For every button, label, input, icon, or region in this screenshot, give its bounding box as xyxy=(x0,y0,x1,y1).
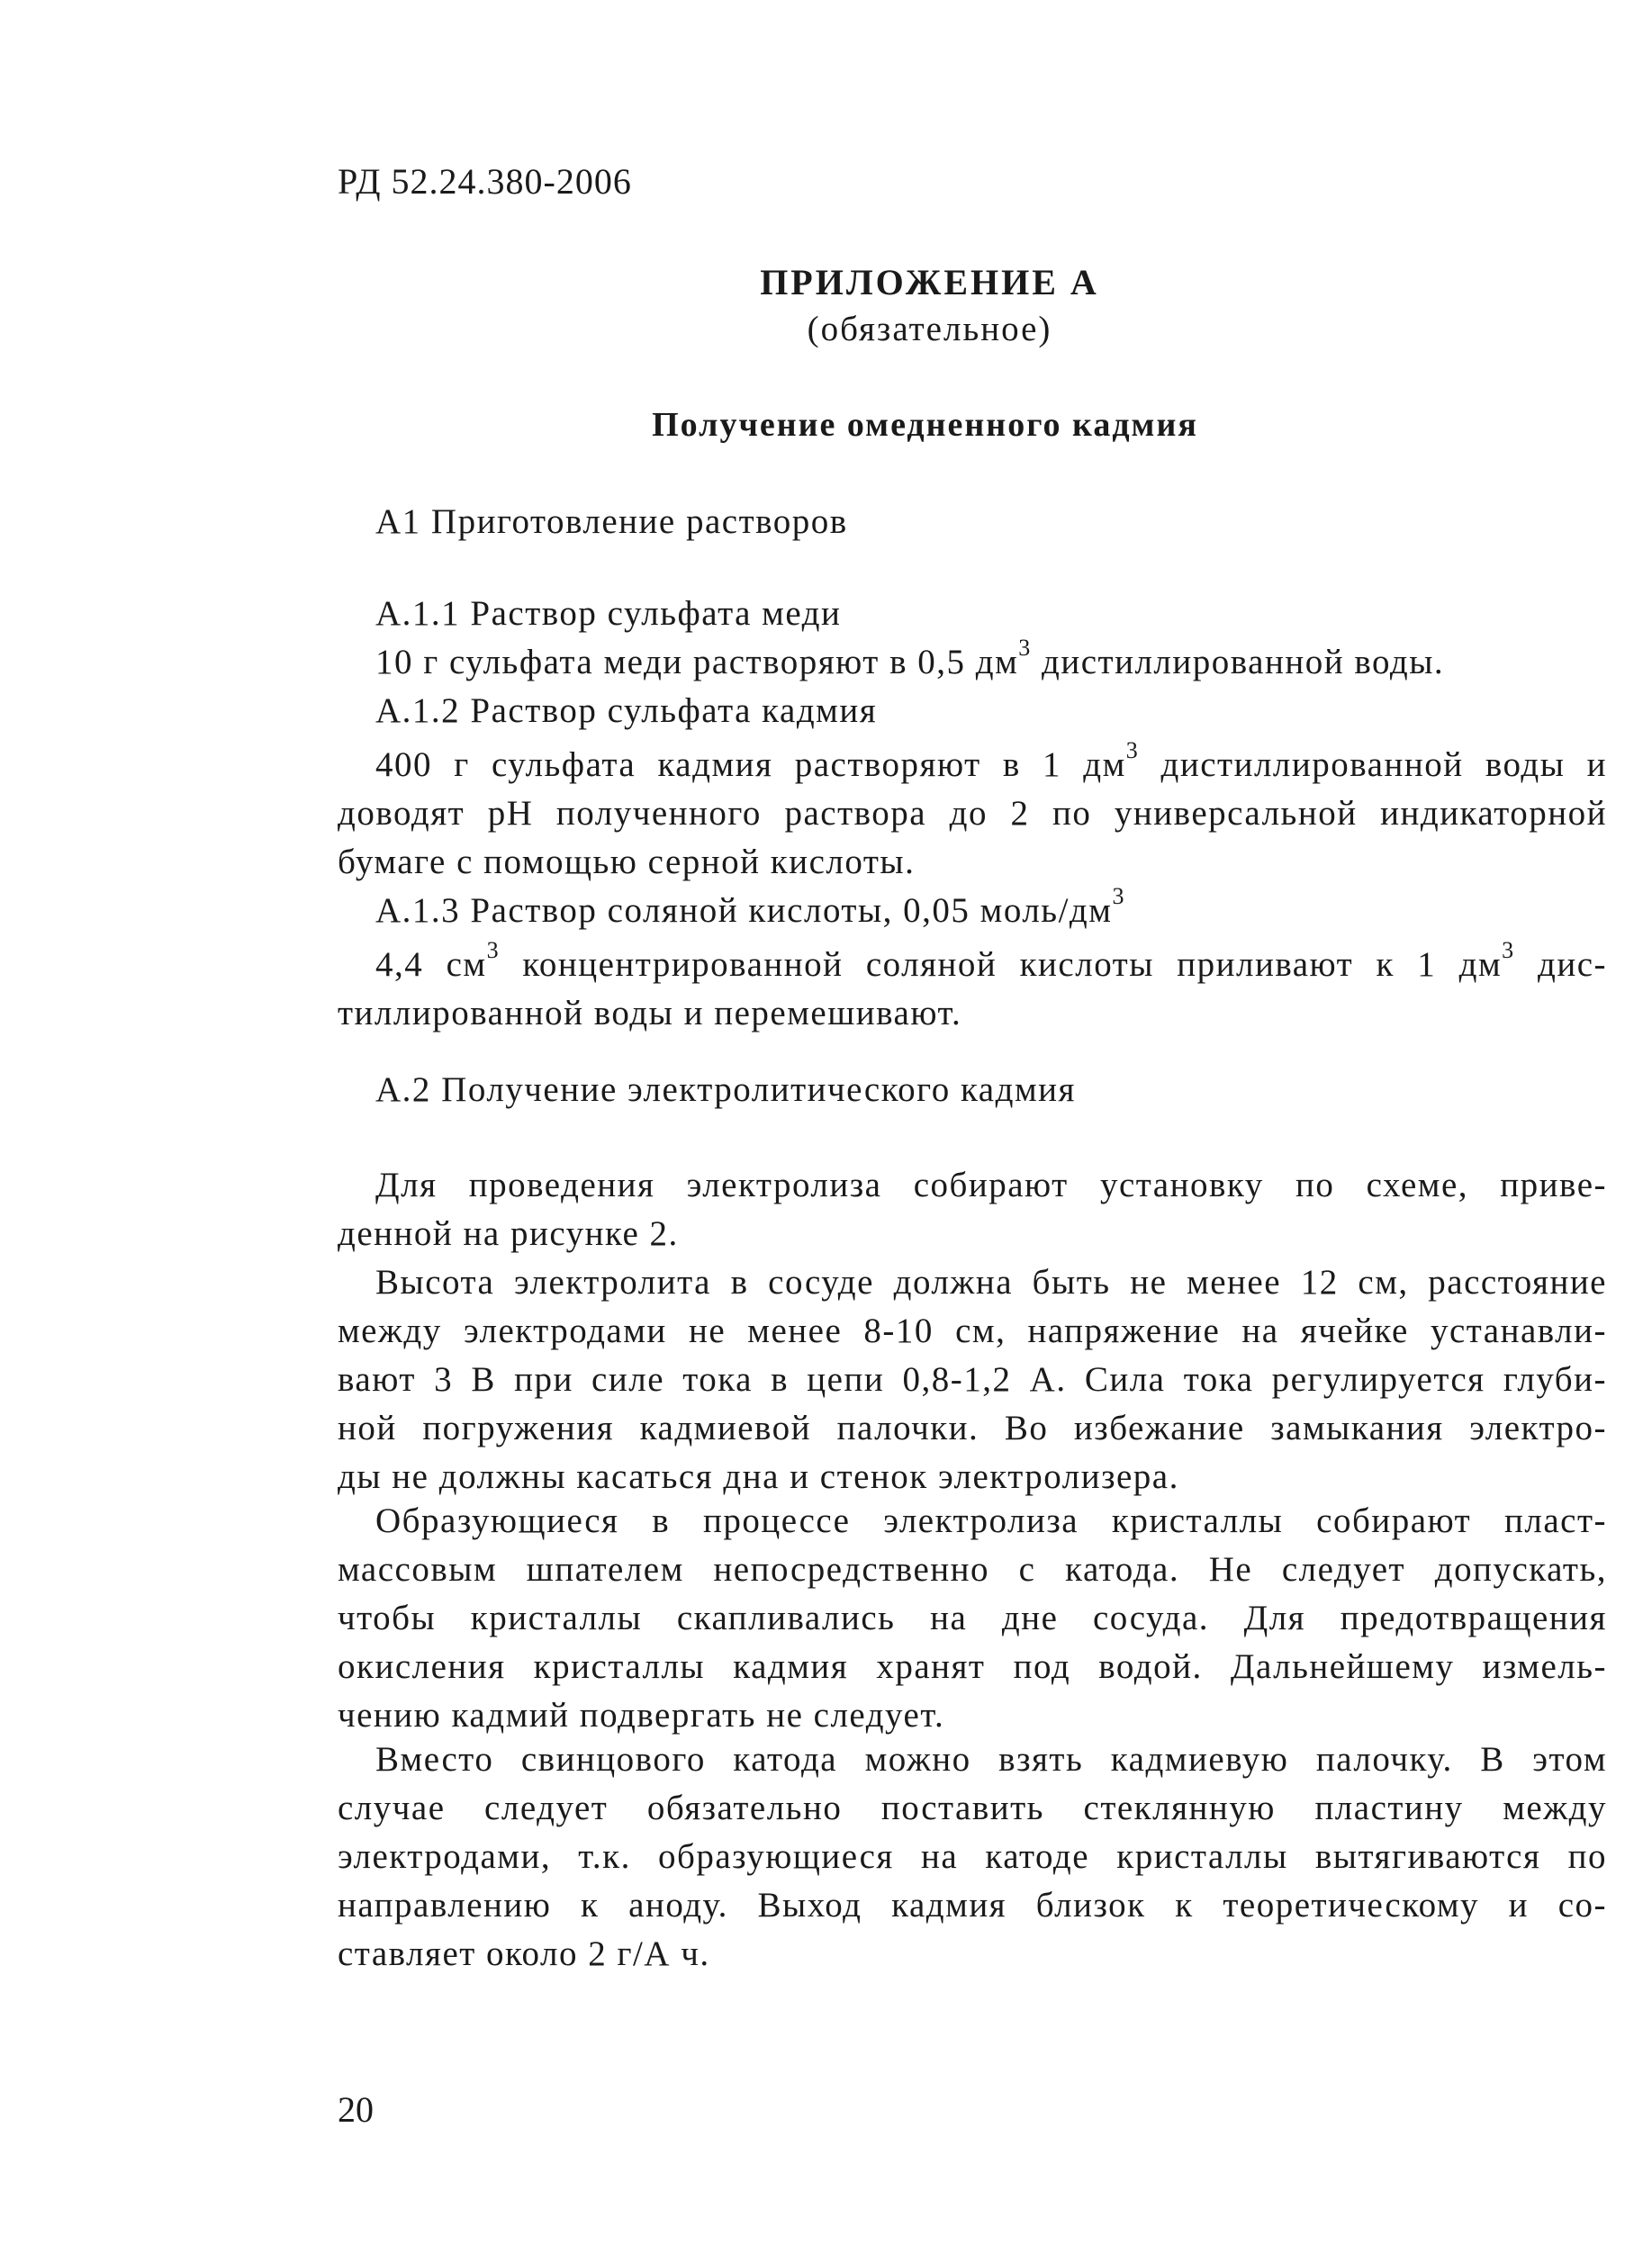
a11-text xyxy=(338,635,1607,687)
a2-p1-line-1: Для проведения электролиза собирают установку по схеме, приве- xyxy=(375,1166,1607,1204)
a2-p3-line-2: массовым шпателем непосредственно с катода. Не следует допускать, xyxy=(338,1550,1607,1589)
a2-p1-line-2: денной на рисунке 2. xyxy=(338,1214,679,1253)
page-number: 20 xyxy=(338,2089,374,2130)
a13-line1-superscript-2: 3 xyxy=(1502,937,1515,963)
a2-p4-line-2: случае следует обязательно поставить стеклянную пластину между xyxy=(338,1789,1607,1827)
a11-superscript: 3 xyxy=(1018,635,1032,661)
a11-title: А.1.1 Раствор сульфата меди xyxy=(375,594,842,633)
a13-line-1 xyxy=(338,937,1607,989)
a13-line1-a: 4,4 см xyxy=(375,945,487,984)
a2-heading: А.2 Получение электролитического кадмия xyxy=(375,1070,1076,1109)
a2-p2-line-1: Высота электролита в сосуде должна быть не менее 12 см, расстояние xyxy=(375,1263,1607,1302)
a12-title: А.1.2 Раствор сульфата кадмия xyxy=(375,691,878,730)
a2-p3-line-5: чению кадмий подвергать не следует. xyxy=(338,1696,945,1735)
a13-line1-b: концентрированной соляной кислоты приливают к 1 дм xyxy=(500,945,1503,984)
a2-paragraph-1 xyxy=(338,1161,1607,1258)
a11-text-post: дистиллированной воды. xyxy=(1031,643,1445,681)
a2-p2-line-5: ды не должны касаться дна и стенок электролизера. xyxy=(338,1457,1179,1496)
a2-p4-line-1: Вместо свинцового катода можно взять кадмиевую палочку. В этом xyxy=(375,1740,1607,1779)
a2-p4-line-4: направлению к аноду. Выход кадмия близок к теоретическому и со- xyxy=(338,1886,1607,1925)
a2-p2-line-4: ной погружения кадмиевой палочки. Во избежание замыкания электро- xyxy=(338,1409,1607,1447)
a12-line-1 xyxy=(338,737,1608,789)
a13-title-pre: А.1.3 Раствор соляной кислоты, 0,05 моль/дм xyxy=(375,891,1113,930)
a13-title-superscript: 3 xyxy=(1112,883,1125,909)
document-code: РД 52.24.380-2006 xyxy=(338,161,632,202)
a2-p2-line-3: вают 3 В при силе тока в цепи 0,8-1,2 А. Сила тока регулируется глуби- xyxy=(338,1360,1607,1399)
a2-paragraph-2 xyxy=(338,1258,1607,1501)
a12-line-3: бумаге с помощью серной кислоты. xyxy=(338,843,916,881)
a12-line1-pre: 400 г сульфата кадмия растворяют в 1 дм xyxy=(375,745,1126,784)
a1-content xyxy=(338,590,1607,1038)
a13-line1-superscript-1: 3 xyxy=(486,937,501,963)
a12-line1-post: дистиллированной воды и xyxy=(1139,745,1608,784)
appendix-title: ПРИЛОЖЕНИЕ А xyxy=(760,262,1099,302)
a2-p3-line-3: чтобы кристаллы скапливались на дне сосуда. Для предотвращения xyxy=(338,1599,1607,1637)
a13-line-2: тиллированной воды и перемешивают. xyxy=(338,994,962,1032)
a2-p4-line-3: электродами, т.к. образующиеся на катоде кристаллы вытягиваются по xyxy=(338,1837,1607,1876)
a1-heading: А1 Приготовление растворов xyxy=(375,502,848,541)
a2-p2-line-2: между электродами не менее 8-10 см, напряжение на ячейке устанавли- xyxy=(338,1312,1607,1350)
a12-line1-superscript: 3 xyxy=(1125,737,1140,763)
a13-title xyxy=(338,883,1607,935)
a2-heading-block xyxy=(338,1066,1607,1114)
a13-line1-c: дис- xyxy=(1514,945,1607,984)
a2-paragraph-4 xyxy=(338,1736,1607,1979)
section-title: Получение омедненного кадмия xyxy=(652,406,1198,444)
a2-p3-line-4: окисления кристаллы кадмия хранят под водой. Дальнейшему измель- xyxy=(338,1647,1607,1686)
a12-line-2: доводят рН полученного раствора до 2 по универсальной индикаторной xyxy=(338,794,1607,833)
a11-text-pre: 10 г сульфата меди растворяют в 0,5 дм xyxy=(375,643,1019,681)
a2-p3-line-1: Образующиеся в процессе электролиза кристаллы собирают пласт- xyxy=(375,1501,1607,1540)
a2-paragraph-3 xyxy=(338,1497,1607,1740)
a1-heading-block xyxy=(338,498,1607,546)
a2-p4-line-5: ставляет около 2 г/А ч. xyxy=(338,1934,710,1973)
appendix-subtitle: (обязательное) xyxy=(807,310,1052,348)
